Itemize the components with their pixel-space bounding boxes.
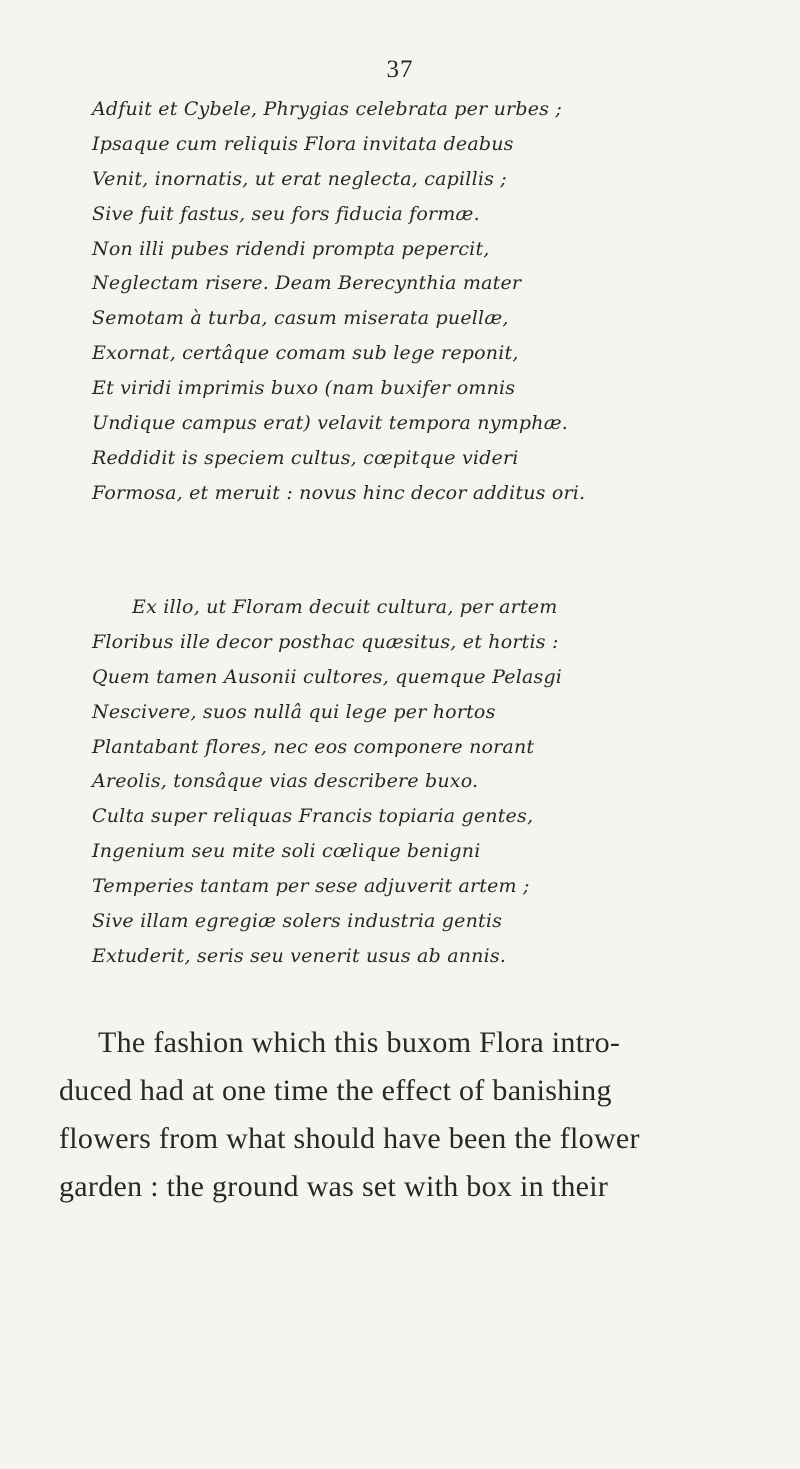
prose-paragraph: [59, 1019, 759, 1211]
verse-line: Exornat, certâque comam sub lege reponit,: [92, 342, 519, 365]
verse-line: Semotam à turba, casum miserata puellæ,: [92, 307, 509, 330]
prose-line: garden : the ground was set with box in their: [59, 1170, 609, 1203]
verse-line: Floribus ille decor posthac quæsitus, et hortis :: [92, 630, 559, 653]
poem-stanza-2: [0, 590, 562, 974]
verse-line: Culta super reliquas Francis topiaria gentes,: [92, 805, 534, 828]
verse-line: Ex illo, ut Floram decuit cultura, per artem: [132, 596, 558, 618]
verse-line: Ipsaque cum reliquis Flora invitata deabus: [92, 132, 514, 155]
prose-line: The fashion which this buxom Flora intro-: [98, 1026, 621, 1059]
verse-line: Quem tamen Ausonii cultores, quemque Pelasgi: [92, 665, 563, 688]
prose-line: duced had at one time the effect of banishing: [59, 1074, 612, 1107]
verse-line: Undique campus erat) velavit tempora nymphæ.: [92, 412, 568, 435]
verse-line: Formosa, et meruit : novus hinc decor additus ori.: [92, 481, 586, 504]
page-number: 37: [386, 56, 414, 83]
verse-line: Et viridi imprimis buxo (nam buxifer omnis: [92, 377, 516, 400]
verse-line: Extuderit, seris seu venerit usus ab annis.: [92, 944, 507, 967]
verse-line: Non illi pubes ridendi prompta pepercit,: [92, 237, 490, 260]
verse-line: Sive fuit fastus, seu fors fiducia formæ.: [92, 202, 480, 225]
poem-stanza-1: [0, 92, 585, 511]
verse-line: Plantabant flores, nec eos componere norant: [92, 735, 535, 758]
verse-line: Sive illam egregiæ solers industria gentis: [92, 910, 503, 933]
verse-line: Nescivere, suos nullâ qui lege per hortos: [92, 700, 496, 723]
verse-line: Neglectam risere. Deam Berecynthia mater: [92, 272, 522, 295]
verse-line: Temperies tantam per sese adjuverit artem ;: [92, 875, 530, 898]
verse-line: Reddidit is speciem cultus, cœpitque videri: [92, 446, 519, 469]
prose-line: flowers from what should have been the flower: [59, 1122, 640, 1155]
verse-line: Venit, inornatis, ut erat neglecta, capillis ;: [92, 167, 507, 190]
verse-line: Adfuit et Cybele, Phrygias celebrata per urbes ;: [92, 98, 562, 120]
verse-line: Areolis, tonsâque vias describere buxo.: [92, 770, 479, 793]
verse-line: Ingenium seu mite soli cœlique benigni: [92, 840, 481, 863]
